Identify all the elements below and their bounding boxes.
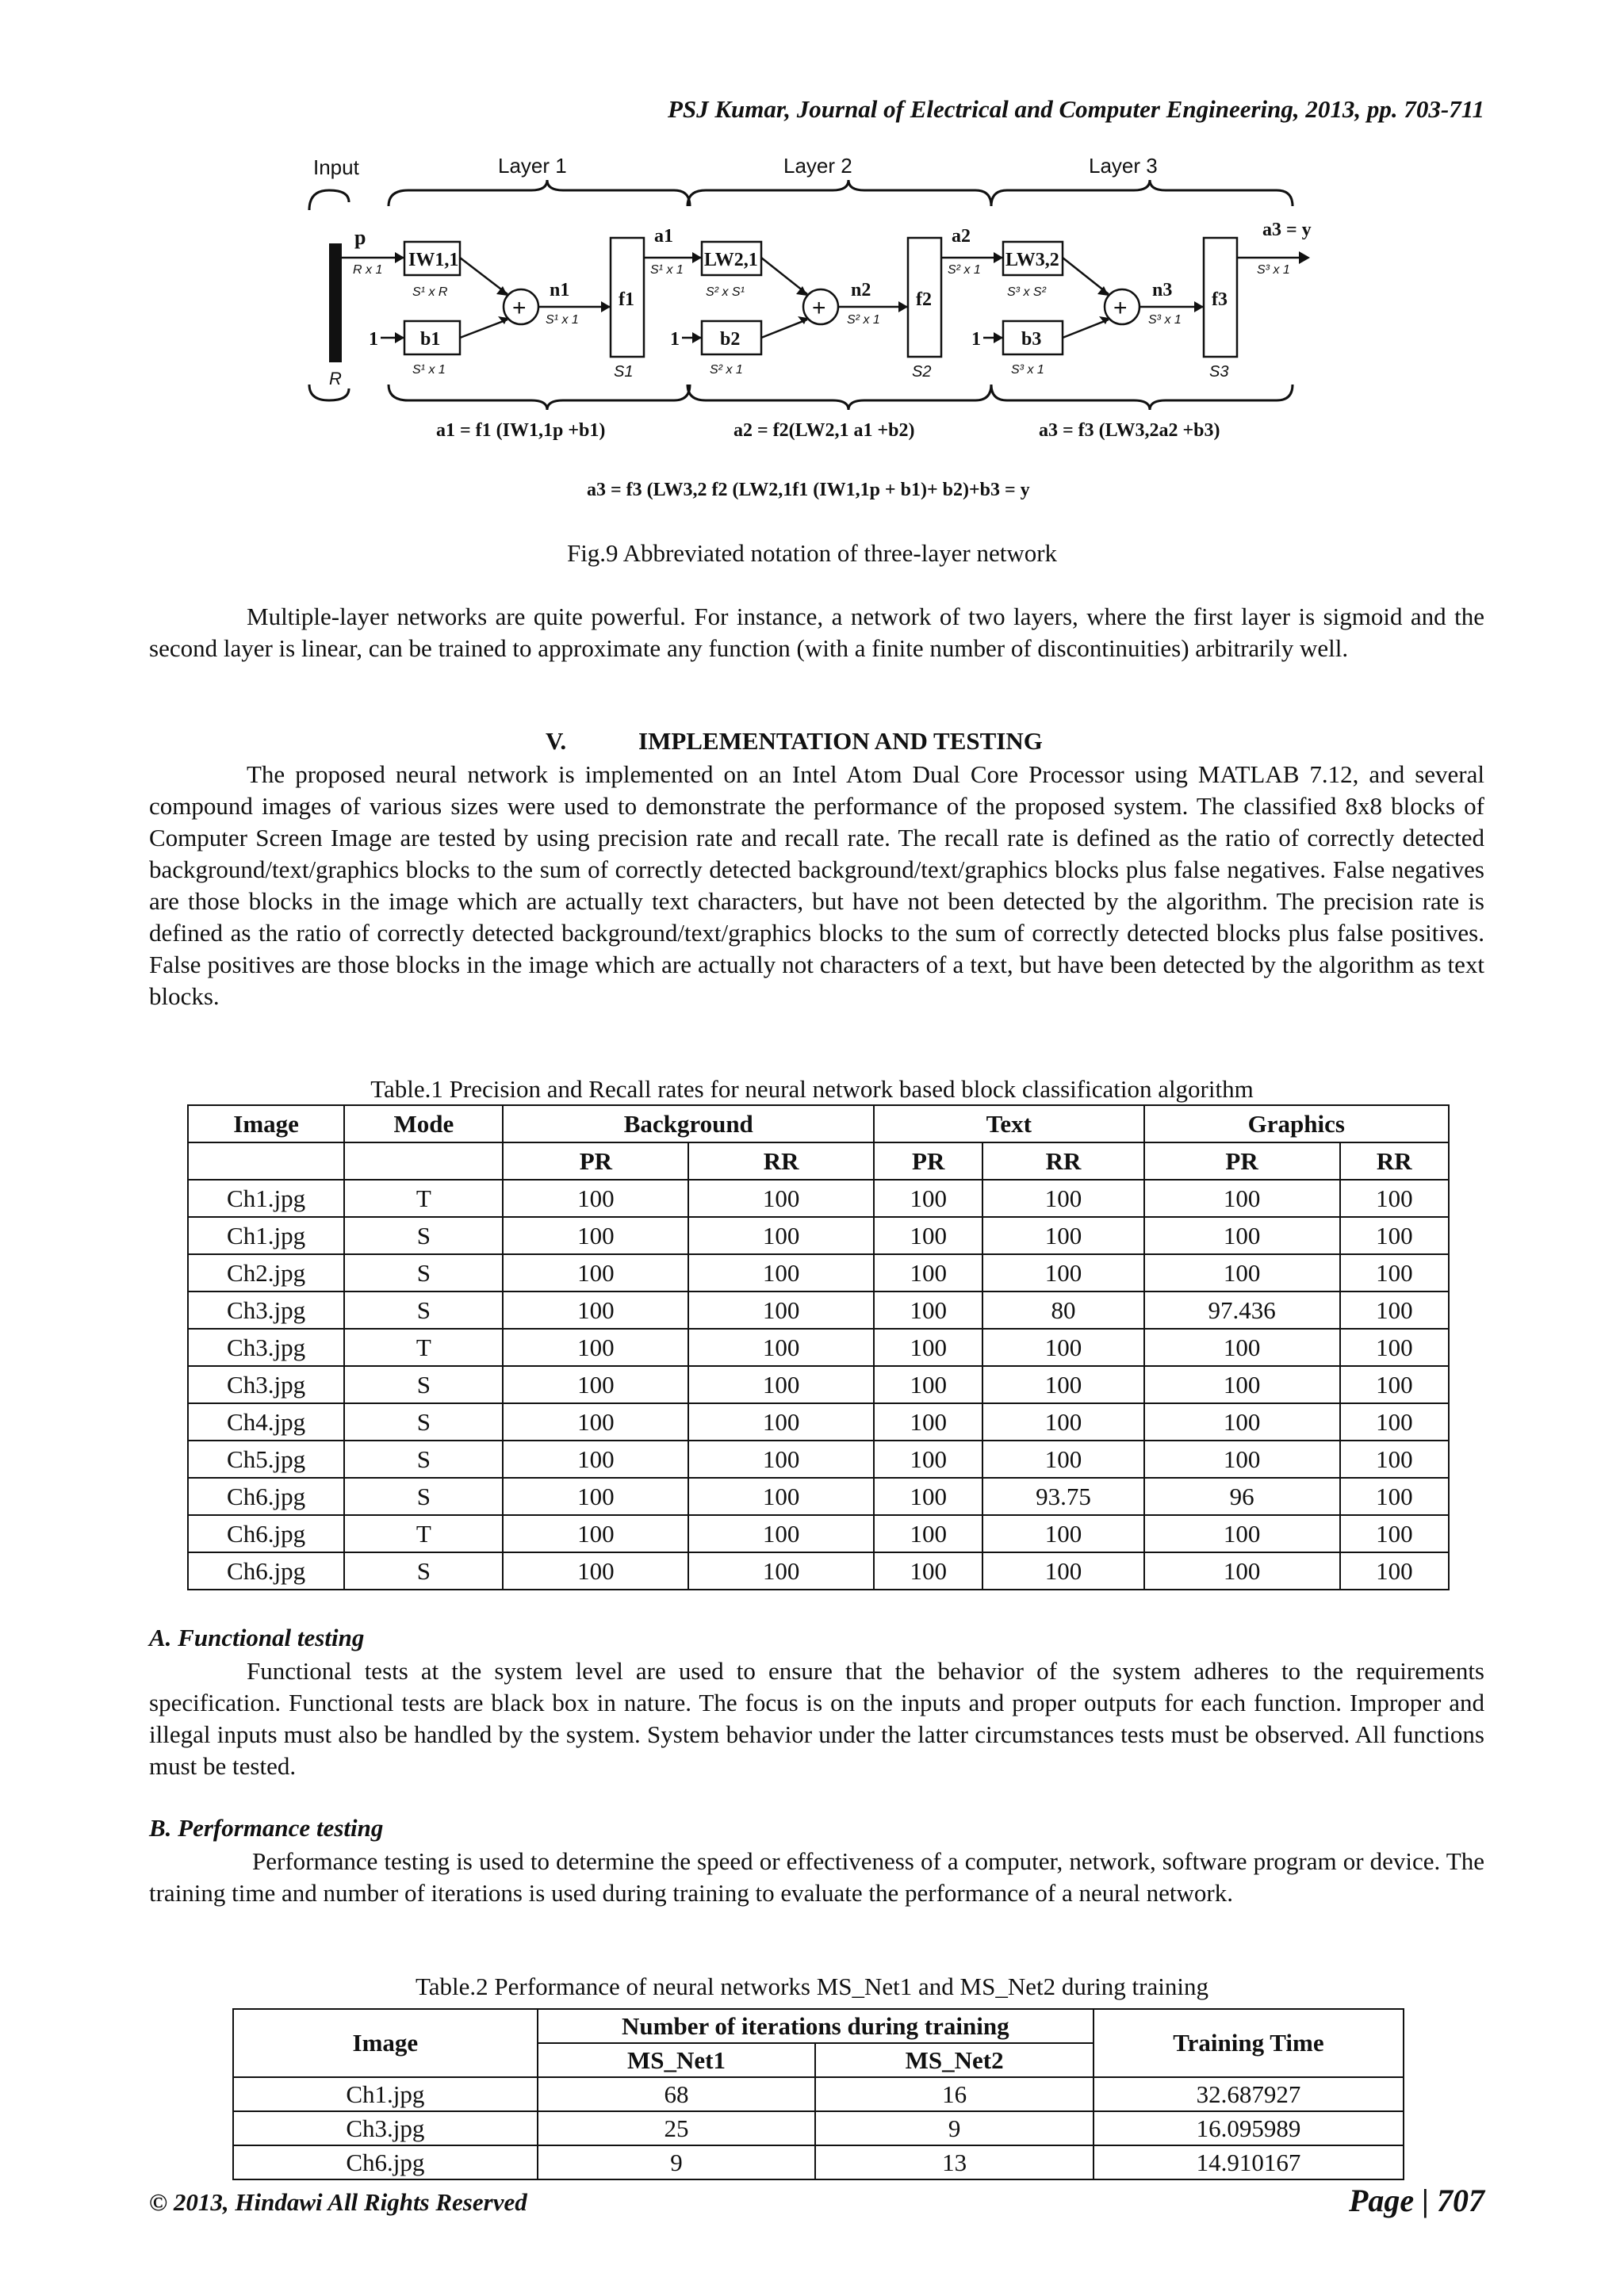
table2-caption: Table.2 Performance of neural networks MS_Net1 and MS_Net2 during training [416, 1973, 1208, 2000]
svg-text:a1: a1 [654, 226, 673, 247]
svg-text:R x 1: R x 1 [353, 263, 383, 277]
network-diagram [293, 147, 1332, 519]
table-cell: 100 [982, 1217, 1143, 1254]
table-cell: 100 [1340, 1441, 1449, 1478]
table-cell: 100 [1340, 1552, 1449, 1590]
table-row [233, 2111, 1404, 2145]
svg-text:b1: b1 [420, 329, 441, 350]
table-cell: 100 [688, 1515, 874, 1552]
table-cell: Ch1.jpg [188, 1180, 344, 1217]
t1-header-background: Background [503, 1105, 874, 1142]
table-cell: 100 [503, 1329, 688, 1366]
table-cell: 100 [1144, 1329, 1340, 1366]
t1-header-mode: Mode [344, 1105, 503, 1142]
table-cell: 100 [1144, 1180, 1340, 1217]
figure-caption: Fig.9 Abbreviated notation of three-layer network [566, 539, 1058, 567]
table-cell: 13 [815, 2145, 1094, 2179]
svg-text:S¹ x 1: S¹ x 1 [650, 263, 684, 277]
paragraph-functional: Functional tests at the system level are used to ensure that the behavior of the system adheres to the requirements specification. Functional tests are black box in nature. The focus is on the inputs and proper outputs for each function. Improper and illegal inputs must also be handled by the system. System behavior under the latter circumstances tests must be observed. All functions must be tested. [149, 1657, 1484, 1780]
table-cell: Ch1.jpg [188, 1217, 344, 1254]
table-cell: Ch4.jpg [188, 1403, 344, 1441]
table-row [188, 1441, 1449, 1478]
paragraph-performance: Performance testing is used to determine the speed or effectiveness of a computer, network, software program or device. The training time and number of iterations is used during training to evaluate the performance of a neural network. [149, 1847, 1484, 1907]
svg-text:f1: f1 [619, 289, 634, 310]
svg-text:b3: b3 [1021, 329, 1042, 350]
svg-text:f2: f2 [916, 289, 932, 310]
table-cell: 96 [1144, 1478, 1340, 1515]
eq-layer3: a3 = f3 (LW3,2a2 +b3) [1039, 420, 1220, 441]
svg-text:1: 1 [369, 329, 378, 350]
footer-page-number: Page | 707 [1349, 2183, 1484, 2218]
table-cell: 16 [815, 2077, 1094, 2111]
svg-text:S³ x 1: S³ x 1 [1148, 313, 1182, 327]
table-performance: Image Number of iterations during training Training Time MS_Net1 MS_Net2 Ch1.jpg 68 16 32.687927 Ch3.jpg 25 9 16.095989 Ch6.jpg 9 13 14.910167 [232, 2008, 1404, 2180]
fig-layer1-label: Layer 1 [498, 154, 567, 178]
table-cell: 100 [1144, 1254, 1340, 1292]
table-cell: 100 [503, 1478, 688, 1515]
svg-text:LW2,1: LW2,1 [704, 250, 758, 270]
table-cell: 100 [1144, 1515, 1340, 1552]
table-cell: 100 [874, 1180, 982, 1217]
svg-text:LW3,2: LW3,2 [1005, 250, 1059, 270]
table-cell: 97.436 [1144, 1292, 1340, 1329]
svg-text:S² x 1: S² x 1 [710, 363, 743, 377]
table1-caption: Table.1 Precision and Recall rates for neural network based block classification algorithm [370, 1075, 1254, 1103]
table-cell: 100 [982, 1254, 1143, 1292]
table-cell: 100 [1340, 1515, 1449, 1552]
svg-text:S¹ x R: S¹ x R [412, 285, 448, 299]
table-cell: T [344, 1329, 503, 1366]
table-cell: 100 [1340, 1478, 1449, 1515]
table-cell: 32.687927 [1094, 2077, 1404, 2111]
table-cell: 100 [1340, 1254, 1449, 1292]
table-cell: 100 [688, 1478, 874, 1515]
table-cell: Ch5.jpg [188, 1441, 344, 1478]
table-cell: T [344, 1515, 503, 1552]
table-cell: 100 [688, 1366, 874, 1403]
top-braces [309, 180, 1293, 210]
table-cell: 100 [1144, 1217, 1340, 1254]
svg-text:f3: f3 [1212, 289, 1228, 310]
table-cell: 100 [1144, 1552, 1340, 1590]
svg-text:+: + [1113, 295, 1128, 321]
table-cell: 100 [688, 1329, 874, 1366]
table-row [188, 1403, 1449, 1441]
table-cell: S [344, 1403, 503, 1441]
table-cell: 100 [874, 1366, 982, 1403]
table-cell: Ch6.jpg [188, 1478, 344, 1515]
table-cell: 80 [982, 1292, 1143, 1329]
table-cell: 100 [874, 1478, 982, 1515]
fig-layer3-label: Layer 3 [1089, 154, 1158, 178]
table-cell: 100 [688, 1403, 874, 1441]
t1-header-graphics: Graphics [1144, 1105, 1449, 1142]
svg-text:p: p [354, 226, 366, 249]
svg-text:1: 1 [670, 329, 680, 350]
svg-text:S³ x 1: S³ x 1 [1257, 263, 1290, 277]
table-precision-recall: Image Mode Background Text Graphics PR RR PR RR PR RR Ch1.jpg T 100 100 100 100 100 100 Ch1.jpg S 100 100 100 100 100 100 Ch2.jpg S 100 100 100 100 100 100 Ch3.jpg S 100 100 100 80 97.436 100 Ch3.jpg T 100 100 100 100 100 100 Ch3.jpg S 100 100 100 100 100 100 Ch4.jpg S 100 100 100 100 100 100 Ch5.jpg S 100 100 100 100 100 100 Ch6.jpg S 100 100 100 93.75 96 100 Ch6.jpg T 100 100 100 100 100 100 Ch6.jpg S 100 100 100 100 100 100 [187, 1104, 1450, 1590]
table-cell: 100 [1340, 1217, 1449, 1254]
table-cell: 100 [982, 1329, 1143, 1366]
eq-layer2: a2 = f2(LW2,1 a1 +b2) [733, 420, 915, 441]
footer-copyright: © 2013, Hindawi All Rights Reserved [149, 2188, 527, 2216]
svg-text:S¹ x 1: S¹ x 1 [546, 313, 579, 327]
table-row [233, 2077, 1404, 2111]
table-row [188, 1180, 1449, 1217]
table-cell: 100 [874, 1515, 982, 1552]
table-row [188, 1292, 1449, 1329]
svg-text:a2: a2 [952, 226, 971, 247]
table-cell: S [344, 1292, 503, 1329]
table-cell: 100 [874, 1441, 982, 1478]
table-cell: 100 [874, 1254, 982, 1292]
paragraph-multilayer: Multiple-layer networks are quite powerful. For instance, a network of two layers, where the first layer is sigmoid and the second layer is linear, can be trained to approximate any function (with a finite number of discontinuities) arbitrarily well. [149, 603, 1484, 662]
table-cell: 100 [982, 1366, 1143, 1403]
table-row [188, 1515, 1449, 1552]
svg-text:S² x S¹: S² x S¹ [706, 285, 745, 299]
table-cell: S [344, 1366, 503, 1403]
svg-text:n1: n1 [550, 280, 570, 300]
table-cell: 100 [503, 1217, 688, 1254]
table-cell: Ch3.jpg [188, 1329, 344, 1366]
svg-text:S2: S2 [912, 363, 932, 381]
table-cell: 100 [874, 1403, 982, 1441]
subsection-a-title: A. Functional testing [149, 1624, 365, 1651]
svg-text:S3: S3 [1209, 363, 1229, 381]
svg-text:S¹ x 1: S¹ x 1 [412, 363, 446, 377]
table-cell: 100 [688, 1180, 874, 1217]
table-cell: 100 [874, 1552, 982, 1590]
svg-text:+: + [812, 295, 826, 321]
bottom-braces [309, 385, 1293, 410]
table-cell: 100 [503, 1366, 688, 1403]
svg-text:S² x 1: S² x 1 [948, 263, 981, 277]
subsection-b-title: B. Performance testing [149, 1814, 384, 1842]
eq-layer1: a1 = f1 (IW1,1p +b1) [436, 420, 606, 441]
eq-full: a3 = f3 (LW3,2 f2 (LW2,1f1 (IW1,1p + b1)+ b2)+b3 = y [587, 480, 1030, 500]
table-cell: Ch2.jpg [188, 1254, 344, 1292]
table-cell: S [344, 1552, 503, 1590]
table-cell: 100 [503, 1441, 688, 1478]
table-cell: S [344, 1217, 503, 1254]
table-cell: 100 [874, 1217, 982, 1254]
table-cell: Ch6.jpg [233, 2145, 538, 2179]
table-cell: 9 [815, 2111, 1094, 2145]
table-cell: 100 [503, 1515, 688, 1552]
table-cell: 100 [503, 1552, 688, 1590]
svg-text:S³ x 1: S³ x 1 [1011, 363, 1044, 377]
table-cell: 100 [982, 1403, 1143, 1441]
table-cell: 68 [538, 2077, 816, 2111]
table-cell: S [344, 1254, 503, 1292]
table-cell: 100 [1144, 1403, 1340, 1441]
table-cell: 100 [1340, 1292, 1449, 1329]
table-cell: 100 [688, 1217, 874, 1254]
table-cell: 100 [874, 1292, 982, 1329]
table-cell: 100 [503, 1180, 688, 1217]
svg-text:S1: S1 [614, 363, 634, 381]
svg-text:IW1,1: IW1,1 [408, 250, 459, 270]
svg-text:b2: b2 [720, 329, 741, 350]
t2-header-image: Image [233, 2009, 538, 2077]
table-cell: 100 [1144, 1366, 1340, 1403]
svg-text:n3: n3 [1152, 280, 1173, 300]
table-row [188, 1217, 1449, 1254]
table-cell: 9 [538, 2145, 816, 2179]
table-cell: Ch1.jpg [233, 2077, 538, 2111]
table-row [233, 2145, 1404, 2179]
table-cell: 93.75 [982, 1478, 1143, 1515]
table-cell: Ch3.jpg [188, 1292, 344, 1329]
fig-input-label: Input [313, 155, 359, 179]
table-cell: Ch6.jpg [188, 1552, 344, 1590]
table-cell: 100 [688, 1441, 874, 1478]
t2-header-iterations: Number of iterations during training [538, 2009, 1094, 2043]
table-cell: 25 [538, 2111, 816, 2145]
table-row [188, 1254, 1449, 1292]
table-row [188, 1478, 1449, 1515]
table-row [188, 1329, 1449, 1366]
table-cell: 100 [874, 1329, 982, 1366]
table-cell: 100 [1340, 1366, 1449, 1403]
svg-text:+: + [512, 295, 527, 321]
table-cell: Ch6.jpg [188, 1515, 344, 1552]
table-row [188, 1366, 1449, 1403]
table-cell: 100 [982, 1180, 1143, 1217]
svg-text:a3 = y: a3 = y [1262, 220, 1312, 240]
t1-header-text: Text [874, 1105, 1144, 1142]
table-cell: 100 [982, 1515, 1143, 1552]
t1-header-image: Image [188, 1105, 344, 1142]
svg-text:R: R [329, 369, 342, 388]
table-cell: 100 [503, 1403, 688, 1441]
table-cell: 14.910167 [1094, 2145, 1404, 2179]
table-row [188, 1552, 1449, 1590]
table-cell: 100 [1340, 1329, 1449, 1366]
table-cell: Ch3.jpg [188, 1366, 344, 1403]
table-cell: 100 [503, 1292, 688, 1329]
table-cell: 100 [982, 1441, 1143, 1478]
svg-text:S³ x S²: S³ x S² [1007, 285, 1046, 299]
table-cell: T [344, 1180, 503, 1217]
running-header: PSJ Kumar, Journal of Electrical and Computer Engineering, 2013, pp. 703-711 [667, 95, 1484, 123]
table-cell: 100 [688, 1292, 874, 1329]
table-cell: 100 [503, 1254, 688, 1292]
svg-text:n2: n2 [851, 280, 871, 300]
table-cell: 100 [982, 1552, 1143, 1590]
fig-layer2-label: Layer 2 [783, 154, 852, 178]
network-figure [293, 147, 1332, 519]
t2-header-time: Training Time [1094, 2009, 1404, 2077]
table-cell: 16.095989 [1094, 2111, 1404, 2145]
table-cell: 100 [688, 1552, 874, 1590]
table-cell: 100 [1340, 1403, 1449, 1441]
svg-text:S² x 1: S² x 1 [847, 313, 880, 327]
table-cell: Ch3.jpg [233, 2111, 538, 2145]
paragraph-implementation: The proposed neural network is implemented on an Intel Atom Dual Core Processor using MATLAB 7.12, and several compound images of various sizes were used to demonstrate the performance of the proposed system. The classified 8x8 blocks of Computer Screen Image are tested by using precision rate and recall rate. The recall rate is defined as the ratio of correctly detected background/text/graphics blocks to the sum of correctly detected background/text/graphics blocks plus false negatives. False negatives are those blocks in the image which are actually text characters, but have not been detected by the algorithm. The precision rate is defined as the ratio of correctly detected background/text/graphics blocks to the sum of correctly detected blocks plus false positives. False positives are those blocks in the image which are actually not characters of a text, but have been detected by the algorithm as text blocks. [149, 760, 1484, 1010]
input-vector-bar [329, 243, 342, 362]
table-cell: S [344, 1441, 503, 1478]
svg-text:1: 1 [971, 329, 981, 350]
table-cell: 100 [1340, 1180, 1449, 1217]
table-cell: 100 [1144, 1441, 1340, 1478]
table-cell: 100 [688, 1254, 874, 1292]
table-cell: S [344, 1478, 503, 1515]
